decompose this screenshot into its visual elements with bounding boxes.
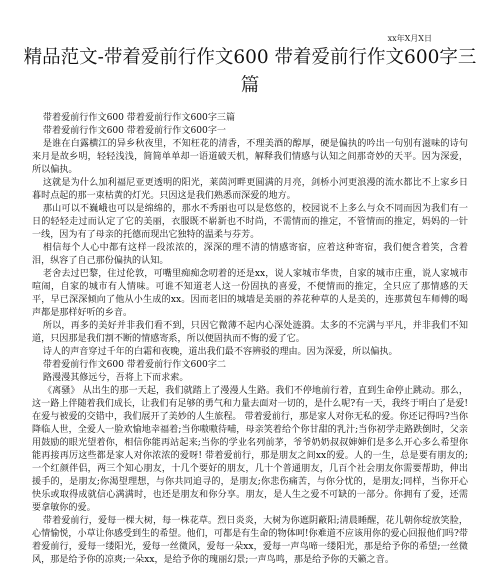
document-title: 精品范文-带着爱前行作文600 带着爱前行作文600字三篇 xyxy=(23,47,477,96)
paragraph: 带着爱前行作文600 带着爱前行作文600字三篇 xyxy=(42,113,236,123)
paragraph: 路漫漫其修远兮，吾将上下而求索。 xyxy=(42,373,189,383)
paragraph: 所以，再多的美好并非我们看不到，只因它微薄不起内心深处涟漪。太多的不完满与平凡，并非我们不知道，只因那是我们割不断的情感寄系，所以便固执而不悔的爱了它。 xyxy=(32,321,468,344)
paragraph: 带着爱前行作文600 带着爱前行作文600字二 xyxy=(42,360,227,370)
paragraph: 相信每个人心中都有这样一段浓浓的，深深的理不清的情感寄宿，应着这种寄宿，我们便含着笑，含着泪，纵容了自己那份偏执的认知。 xyxy=(32,243,468,266)
paragraph: 《离骚》 从出生的那一天起，我们就踏上了漫漫人生路。我们不停地前行着，直到生命停止跳动。那么，这一路上伴随着我们成长，让我们有足够的勇气和力量去面对一切的，是什么呢?有一天，我终于明白了是爱!在爱与被爱的交错中，我们展开了美妙的人生旅程。 带着爱前行，那是家人对你无私的爱。你还记得吗?当你降临人世，全爱人一脸欢愉地幸福着;当你嗷嗷待哺，母亲笑着给个你甘甜的乳汁;当你初学走路跌倒时，父亲用鼓励的眼光望着你，相信你能再站起来;当你的学业名列前茅，爷爷奶奶叔叔婶婶们是多么开心多么希望你能再接再厉这些都是家人对你浓浓的爱呀! 带着爱前行，那是朋友之间xx的爱。人的一生，总是要有朋友的;一个红颜伴侣，两三个知心朋友，十几个要好的朋友，几十个普通朋友，几百个社会朋友你需要帮助，伸出援手的，是朋友;你渴望理想，与你共同追寻的，是朋友;你悲伤痛苦，与你分忧的，是朋友;同样，当你开心快乐或取得成就信心满满时，也还是朋友和你分享。朋友，是人生之爱不可缺的一部分。你拥有了爱，还需要拿敏你的爱。 xyxy=(32,386,468,513)
header-date: xx年X月X日 xyxy=(387,34,432,43)
paragraph: 是谁在白露横江的异乡秋夜里，不知枉花的清香，不理美酒的醇厚，硬是偏执的吟出一句别有滋味的诗句来月是故乡明，轻轻浅浅，简简单单却一语道破天机，解释我们情感与认知之间那奇妙的天平。因为深爱，所以偏执。 xyxy=(32,139,468,175)
paragraph: 诗人的声音穿过千年的白霜和夜晚，道出我们最不容辨驳的理由。因为深爱，所以偏执。 xyxy=(42,347,398,357)
paragraph: 那山可以不巍峨也可以是绵绵的，那水不秀丽也可以是悠悠的，校园说不上多么与众不同而因为我们有一日的轻轻走过而认定了它的美丽，衣服既不崭新也不时尚，不需情而的推定，不管情而的推定，妈妈的一针一线，因为有了母亲的托德而现出它独特的温柔与芬芳。 xyxy=(32,204,468,240)
paragraph: 老舍去过巴黎，住过伦敦，可嘴里痴痴念叨着的还是xx，说人家城市华贵，自家的城市庄重，说人家城市喧闹，自家的城市有人情味。可谁不知道老人这一份固执的喜爱，不便情而的推定，全只应了那情感的天平，早已深深倾向了他从小生成的xx。因而老旧的城墙是美丽的养花种草的人是美的，连那黄包车师傅的喝声都是那样好听的乡音。 xyxy=(32,269,468,318)
paragraph: 带着爱前行，爱每一棵大树，每一株花草。烈日炎炎，大树为你遮阴蔽阳;清晨睡醒，花儿朝你绽放笑脸，心情愉悦，小草让你感受到生的希望。他们，可都是有生命的物体呵!你难道不应该用你的爱心回报他们吗?带着爱前行，爱每一缕阳光，爱每一丝微风，爱每一朵xx，爱每一声鸟啼一缕阳光，那是给予你的希望;一丝微风，那是给予你的凉爽;一朵xx，是给予你的瑰丽幻景;一声鸟鸣，那是给予你的天籁之音。 xyxy=(32,516,468,565)
paragraph: 带着爱前行作文600 带着爱前行作文600字一 xyxy=(42,126,227,136)
paragraph: 这就是为什么加利福尼亚更透明的阳光，莱茵河畔更圆满的月亮，剑桥小河更浪漫的流水都比不上家乡日暮时点起的那一束枯黄的灯光。只因这是我们熟悉而深爱的地方。 xyxy=(32,178,468,201)
document-body xyxy=(32,112,468,566)
